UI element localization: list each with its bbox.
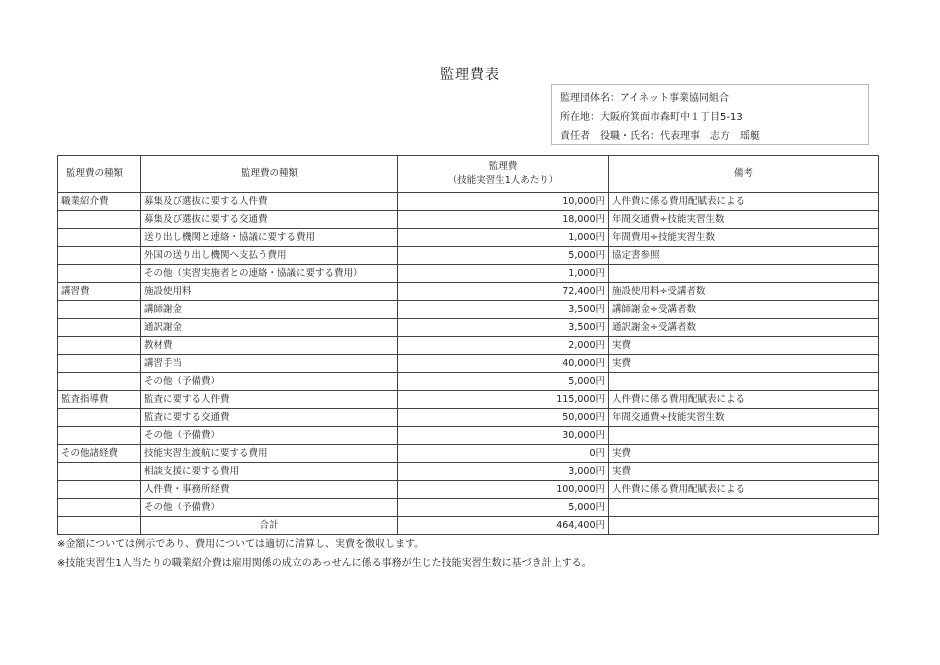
table-row	[58, 193, 879, 211]
header-amount-line2: （技能実習生1人あたり）	[447, 175, 559, 186]
amount-cell: 100,000円	[398, 481, 609, 499]
note-cell: 年間交通費÷技能実習生数	[609, 211, 879, 229]
amount-cell: 1,000円	[398, 229, 609, 247]
table-row	[58, 391, 879, 409]
header-category: 監理費の種類	[58, 156, 141, 193]
total-label: 合計	[141, 517, 398, 535]
table-row	[58, 301, 879, 319]
item-cell: 相談支援に要する費用	[141, 463, 398, 481]
category-cell	[58, 427, 141, 445]
note-cell: 実費	[609, 337, 879, 355]
amount-cell: 30,000円	[398, 427, 609, 445]
amount-cell: 10,000円	[398, 193, 609, 211]
item-cell: 募集及び選抜に要する人件費	[141, 193, 398, 211]
header-type: 監理費の種類	[141, 156, 398, 193]
amount-cell: 115,000円	[398, 391, 609, 409]
table-header-row	[58, 156, 879, 193]
table-row	[58, 283, 879, 301]
footnote: ※金額については例示であり、費用については適切に清算し、実費を徴収します。	[57, 539, 425, 550]
page-title: 監理費表	[440, 67, 500, 83]
footnote: ※技能実習生1人当たりの職業紹介費は雇用関係の成立のあっせんに係る事務が生じた技能実習生数に基づき計上する。	[57, 558, 592, 569]
item-cell: 監査に要する交通費	[141, 409, 398, 427]
amount-cell: 0円	[398, 445, 609, 463]
amount-cell: 18,000円	[398, 211, 609, 229]
org-responsible: 責任者 役職・氏名：代表理事 志方 瑶艇	[560, 131, 760, 142]
item-cell: その他（予備費）	[141, 427, 398, 445]
total-spacer	[58, 517, 141, 535]
category-cell	[58, 265, 141, 283]
note-cell: 通訳謝金÷受講者数	[609, 319, 879, 337]
amount-cell: 3,000円	[398, 463, 609, 481]
item-cell: 送り出し機関と連絡・協議に要する費用	[141, 229, 398, 247]
table-row	[58, 265, 879, 283]
table-row	[58, 409, 879, 427]
note-cell: 人件費に係る費用配賦表による	[609, 193, 879, 211]
note-cell: 人件費に係る費用配賦表による	[609, 391, 879, 409]
item-cell: 技能実習生渡航に要する費用	[141, 445, 398, 463]
note-cell	[609, 427, 879, 445]
footnotes	[57, 535, 592, 573]
header-amount	[398, 156, 609, 193]
table-row	[58, 247, 879, 265]
note-cell	[609, 499, 879, 517]
item-cell: 教材費	[141, 337, 398, 355]
item-cell: 外国の送り出し機関へ支払う費用	[141, 247, 398, 265]
amount-cell: 50,000円	[398, 409, 609, 427]
category-cell	[58, 409, 141, 427]
item-cell: 人件費・事務所経費	[141, 481, 398, 499]
header-amount-line1: 監理費	[488, 161, 518, 172]
total-note	[609, 517, 879, 535]
category-cell	[58, 229, 141, 247]
note-cell	[609, 373, 879, 391]
amount-cell: 3,500円	[398, 301, 609, 319]
item-cell: 施設使用料	[141, 283, 398, 301]
amount-cell: 5,000円	[398, 373, 609, 391]
table-row	[58, 211, 879, 229]
note-cell: 人件費に係る費用配賦表による	[609, 481, 879, 499]
note-cell: 年間交通費÷技能実習生数	[609, 409, 879, 427]
category-cell	[58, 463, 141, 481]
category-cell	[58, 355, 141, 373]
org-address: 所在地：大阪府箕面市森町中１丁目5-13	[560, 112, 743, 123]
category-cell	[58, 301, 141, 319]
category-cell	[58, 373, 141, 391]
category-cell: 監査指導費	[58, 391, 141, 409]
amount-cell: 5,000円	[398, 499, 609, 517]
table-row	[58, 481, 879, 499]
note-cell	[609, 265, 879, 283]
category-cell	[58, 499, 141, 517]
note-cell: 実費	[609, 445, 879, 463]
item-cell: 講師謝金	[141, 301, 398, 319]
table-row	[58, 229, 879, 247]
note-cell: 実費	[609, 355, 879, 373]
fee-table-body	[58, 193, 879, 517]
item-cell: 募集及び選抜に要する交通費	[141, 211, 398, 229]
category-cell	[58, 337, 141, 355]
total-row	[58, 517, 879, 535]
item-cell: その他（予備費）	[141, 499, 398, 517]
category-cell	[58, 211, 141, 229]
org-name: 監理団体名：アイネット事業協同組合	[560, 93, 729, 104]
amount-cell: 40,000円	[398, 355, 609, 373]
header-note: 備考	[609, 156, 879, 193]
category-cell: その他諸経費	[58, 445, 141, 463]
amount-cell: 72,400円	[398, 283, 609, 301]
item-cell: その他（予備費）	[141, 373, 398, 391]
table-row	[58, 427, 879, 445]
amount-cell: 2,000円	[398, 337, 609, 355]
category-cell	[58, 481, 141, 499]
table-row	[58, 319, 879, 337]
note-cell: 実費	[609, 463, 879, 481]
table-row	[58, 355, 879, 373]
category-cell: 職業紹介費	[58, 193, 141, 211]
table-row	[58, 373, 879, 391]
table-row	[58, 499, 879, 517]
note-cell: 施設使用料÷受講者数	[609, 283, 879, 301]
item-cell: その他（実習実施者との連絡・協議に要する費用）	[141, 265, 398, 283]
amount-cell: 1,000円	[398, 265, 609, 283]
category-cell: 講習費	[58, 283, 141, 301]
table-row	[58, 445, 879, 463]
organization-info-box	[551, 84, 869, 145]
note-cell: 年間費用÷技能実習生数	[609, 229, 879, 247]
item-cell: 講習手当	[141, 355, 398, 373]
table-row	[58, 337, 879, 355]
category-cell	[58, 247, 141, 265]
item-cell: 通訳謝金	[141, 319, 398, 337]
amount-cell: 5,000円	[398, 247, 609, 265]
note-cell: 協定書参照	[609, 247, 879, 265]
table-row	[58, 463, 879, 481]
category-cell	[58, 319, 141, 337]
item-cell: 監査に要する人件費	[141, 391, 398, 409]
total-amount: 464,400円	[398, 517, 609, 535]
fee-table	[57, 155, 879, 535]
note-cell: 講師謝金÷受講者数	[609, 301, 879, 319]
amount-cell: 3,500円	[398, 319, 609, 337]
